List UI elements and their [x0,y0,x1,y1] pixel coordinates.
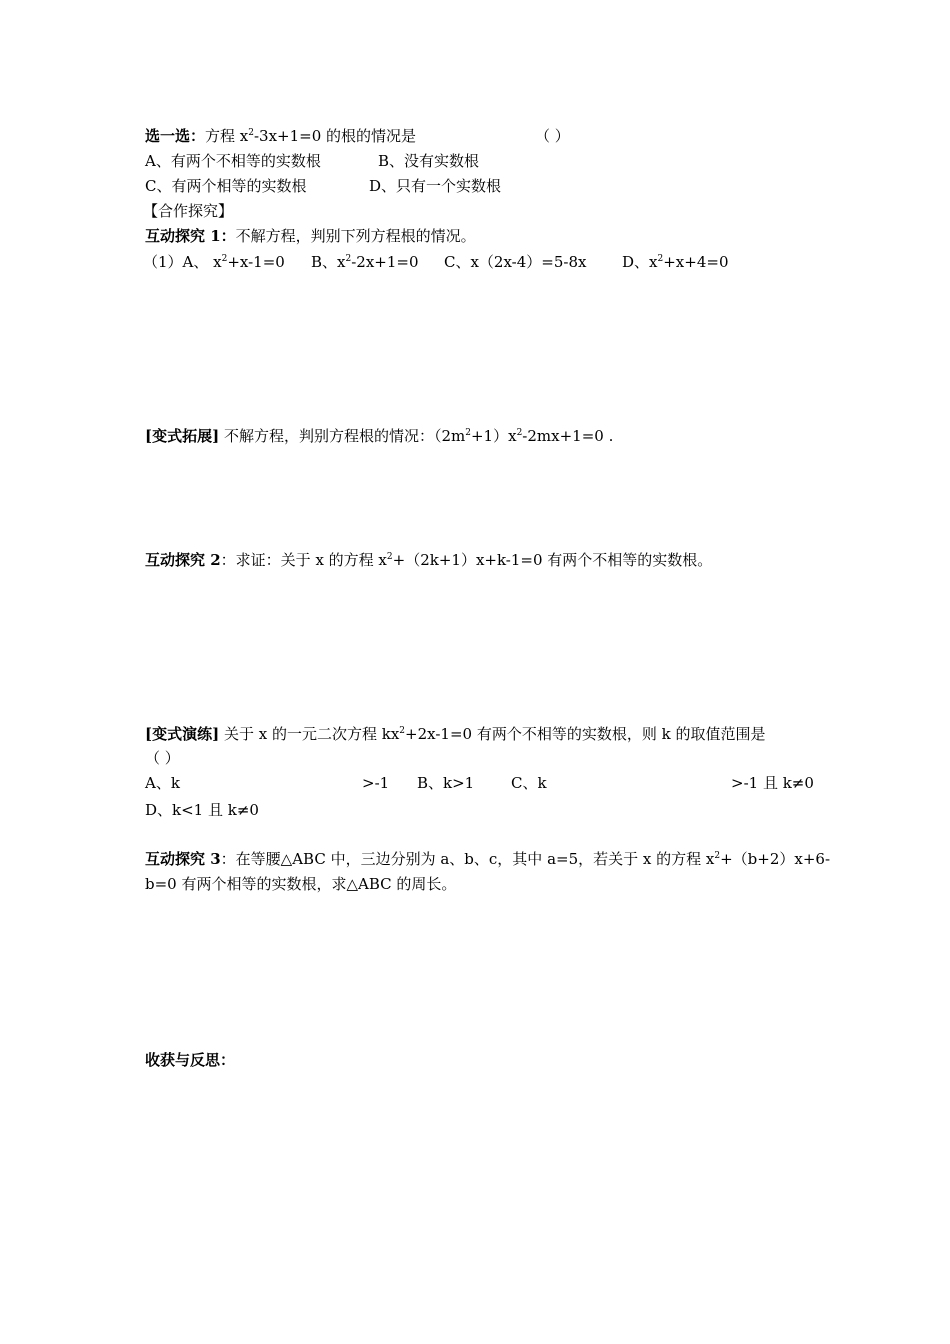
q1-label: 选一选： [145,127,206,145]
ext2-question: [变式演练] 关于 x 的一元二次方程 $kx^2+2x-1=0$ 有两个不相等的实数根，则 k 的取值范围是 [145,725,766,743]
ex3-question-line2: b=0 有两个相等的实数根，求△ABC 的周长。 [145,875,457,893]
ex3-label: 互动探究 3 [145,850,221,868]
ex1-option-a: （1）A、 $x^2+x-1=0$ [143,253,285,271]
q1-question: 选一选：方程 $x^2-3x+1=0$ 的根的情况是 [145,127,417,145]
ex1-option-b: B、$x^2-2x+1=0$ [311,253,419,271]
q1-option-c: C、有两个相等的实数根 [145,177,307,195]
ext2-option-c-start: C、k [511,774,547,792]
ex2-label: 互动探究 2 [145,551,221,569]
q1-option-d: D、只有一个实数根 [369,177,502,195]
ext2-option-a-end: >-1 [362,774,390,792]
q1-option-a: A、有两个不相等的实数根 [145,152,321,170]
ext1-question: [变式拓展] 不解方程，判别方程根的情况：$(2m^2+1)x^2-2mx+1=0$ . [145,427,614,445]
ext2-option-b: B、k>1 [417,774,475,792]
summary-heading: 收获与反思： [145,1051,236,1069]
ext2-option-c-end: >-1 且 k≠0 [731,774,814,792]
ex3-question: 互动探究 3：在等腰△ABC 中，三边分别为 a、b、c，其中 a=5，若关于 x 的方程 $x^2+(b+2)x+6-$ [145,850,831,868]
ext1-label: [变式拓展] [145,427,220,445]
q1-answer-paren: （ ） [535,127,570,145]
ex1-question: 互动探究 1：不解方程，判别下列方程根的情况。 [145,227,476,245]
ex1-option-d: D、$x^2+x+4=0$ [622,253,729,271]
ex2-question: 互动探究 2：求证：关于 x 的方程 $x^2+(2k+1)x+k-1=0$ 有两个不相等的实数根。 [145,551,713,569]
ex1-option-c: C、x（2x-4）=5-8x [444,253,587,271]
ex1-label: 互动探究 1： [145,227,236,245]
ext2-answer-paren: （ ） [145,749,180,767]
section-title: 【合作探究】 [143,202,234,220]
ext2-label: [变式演练] [145,725,220,743]
q1-option-b: B、没有实数根 [378,152,480,170]
ext2-option-d: D、k<1 且 k≠0 [145,801,259,819]
ext2-option-a-start: A、k [145,774,180,792]
